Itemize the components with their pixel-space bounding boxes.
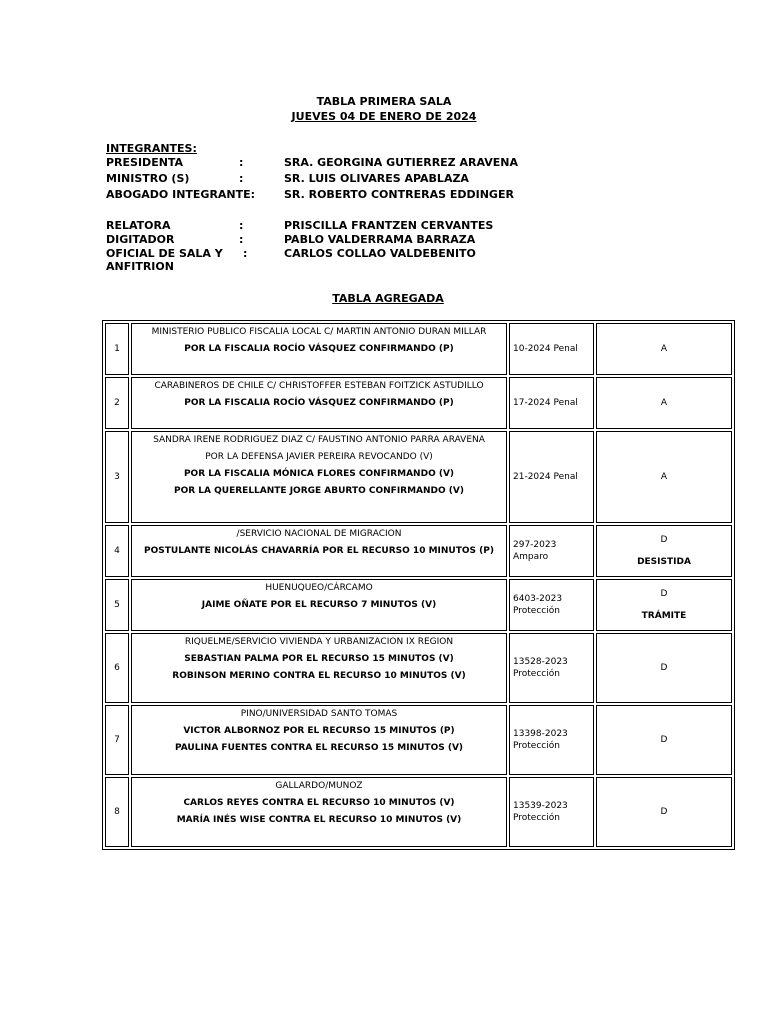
result-code: A (660, 398, 668, 408)
table-row (105, 431, 732, 523)
case-caption: /SERVICIO NACIONAL DE MIGRACION (236, 529, 402, 539)
member-separator: : (239, 172, 244, 185)
member-role: ABOGADO INTEGRANTE: (106, 188, 256, 201)
rol-number: 21-2024 Penal (513, 472, 578, 482)
case-number: 8 (105, 777, 129, 847)
case-intervention: PAULINA FUENTES CONTRA EL RECURSO 15 MINUTOS (V) (174, 743, 464, 753)
document-date: JUEVES 04 DE ENERO DE 2024 (291, 110, 477, 123)
case-intervention: ROBINSON MERINO CONTRA EL RECURSO 10 MINUTOS (V) (172, 671, 466, 681)
case-caption: RIQUELME/SERVICIO VIVIENDA Y URBANIZACION IX REGION (184, 637, 454, 647)
case-description (131, 431, 507, 523)
rol-type: Protección (513, 813, 560, 823)
staff-role: ANFITRION (106, 260, 174, 273)
member-name: SRA. GEORGINA GUTIERREZ ARAVENA (284, 156, 518, 169)
table-title: TABLA AGREGADA (332, 292, 444, 305)
staff-name: CARLOS COLLAO VALDEBENITO (284, 247, 476, 260)
case-number: 1 (105, 323, 129, 375)
staff-role: RELATORA (106, 219, 171, 232)
result-code: A (660, 344, 668, 354)
integrantes-heading: INTEGRANTES: (106, 142, 197, 155)
case-intervention: POR LA FISCALIA ROCÍO VÁSQUEZ CONFIRMANDO (P) (184, 398, 454, 408)
rol-type: Protección (513, 741, 560, 751)
rol-number: 297-2023 (513, 540, 557, 550)
case-result (596, 323, 732, 375)
case-result (596, 431, 732, 523)
case-result (596, 525, 732, 577)
rol-number: 13398-2023 (513, 729, 568, 739)
case-number: 4 (105, 525, 129, 577)
document-title: TABLA PRIMERA SALA (316, 95, 452, 108)
result-status: TRÁMITE (641, 611, 687, 621)
rol-number: 17-2024 Penal (513, 398, 578, 408)
case-intervention: VICTOR ALBORNOZ POR EL RECURSO 15 MINUTOS (P) (183, 726, 455, 736)
table-row (105, 525, 732, 577)
case-result (596, 777, 732, 847)
result-code: D (660, 589, 668, 599)
case-intervention: CARLOS REYES CONTRA EL RECURSO 10 MINUTOS (V) (183, 798, 455, 808)
case-intervention: POR LA FISCALIA ROCÍO VÁSQUEZ CONFIRMANDO (P) (184, 344, 454, 354)
case-intervention: POSTULANTE NICOLÁS CHAVARRÍA POR EL RECURSO 10 MINUTOS (P) (144, 546, 494, 556)
staff-separator: : (239, 219, 244, 232)
case-number: 3 (105, 431, 129, 523)
result-status: DESISTIDA (637, 557, 691, 567)
case-number: 7 (105, 705, 129, 775)
case-caption: PINO/UNIVERSIDAD SANTO TOMAS (240, 709, 398, 719)
case-number: 2 (105, 377, 129, 429)
rol-type: Protección (513, 669, 560, 679)
case-result (596, 633, 732, 703)
member-name: SR. LUIS OLIVARES APABLAZA (284, 172, 469, 185)
staff-name: PRISCILLA FRANTZEN CERVANTES (284, 219, 494, 232)
case-rol (509, 777, 594, 847)
staff-role: DIGITADOR (106, 233, 175, 246)
case-caption: SANDRA IRENE RODRIGUEZ DIAZ C/ FAUSTINO ANTONIO PARRA ARAVENA (153, 435, 485, 445)
case-caption: CARABINEROS DE CHILE C/ CHRISTOFFER ESTEBAN FOITZICK ASTUDILLO (154, 381, 484, 391)
case-intervention: MARÍA INÉS WISE CONTRA EL RECURSO 10 MINUTOS (V) (176, 815, 462, 825)
table-row (105, 633, 732, 703)
case-description (131, 377, 507, 429)
rol-number: 10-2024 Penal (513, 344, 578, 354)
member-separator: : (239, 156, 244, 169)
table-row (105, 377, 732, 429)
table-row (105, 777, 732, 847)
table-row (105, 705, 732, 775)
staff-name: PABLO VALDERRAMA BARRAZA (284, 233, 476, 246)
case-number: 5 (105, 579, 129, 631)
case-rol (509, 579, 594, 631)
staff-separator: : (243, 247, 248, 260)
case-description (131, 705, 507, 775)
case-rol (509, 431, 594, 523)
result-code: D (660, 735, 668, 745)
case-intervention: SEBASTIAN PALMA POR EL RECURSO 15 MINUTOS (V) (184, 654, 454, 664)
rol-number: 13528-2023 (513, 657, 568, 667)
case-description (131, 633, 507, 703)
staff-separator: : (239, 233, 244, 246)
table-row (105, 323, 732, 375)
case-caption: GALLARDO/MUNOZ (275, 781, 363, 791)
cases-table (102, 320, 735, 850)
case-caption: HUENUQUEO/CÁRCAMO (265, 583, 373, 593)
rol-number: 6403-2023 (513, 594, 563, 604)
case-result (596, 377, 732, 429)
case-intervention: POR LA QUERELLANTE JORGE ABURTO CONFIRMANDO (V) (173, 486, 464, 496)
case-number: 6 (105, 633, 129, 703)
case-result (596, 705, 732, 775)
case-intervention: POR LA FISCALIA MÓNICA FLORES CONFIRMANDO (V) (183, 469, 455, 479)
case-rol (509, 705, 594, 775)
case-caption: MINISTERIO PUBLICO FISCALIA LOCAL C/ MARTIN ANTONIO DURAN MILLAR (151, 327, 487, 337)
result-code: D (660, 535, 668, 545)
member-role: MINISTRO (S) (106, 172, 190, 185)
case-description (131, 323, 507, 375)
table-row (105, 579, 732, 631)
rol-type: Amparo (513, 552, 549, 562)
case-description (131, 777, 507, 847)
case-rol (509, 323, 594, 375)
case-intervention: JAIME OÑATE POR EL RECURSO 7 MINUTOS (V) (201, 600, 437, 610)
member-name: SR. ROBERTO CONTRERAS EDDINGER (284, 188, 514, 201)
rol-number: 13539-2023 (513, 801, 568, 811)
case-caption: POR LA DEFENSA JAVIER PEREIRA REVOCANDO (V) (205, 452, 433, 462)
case-rol (509, 377, 594, 429)
result-code: D (660, 807, 668, 817)
result-code: A (660, 472, 668, 482)
case-rol (509, 525, 594, 577)
case-description (131, 579, 507, 631)
staff-role: OFICIAL DE SALA Y (106, 247, 223, 260)
case-description (131, 525, 507, 577)
member-role: PRESIDENTA (106, 156, 184, 169)
rol-type: Protección (513, 606, 560, 616)
case-result (596, 579, 732, 631)
result-code: D (660, 663, 668, 673)
case-rol (509, 633, 594, 703)
